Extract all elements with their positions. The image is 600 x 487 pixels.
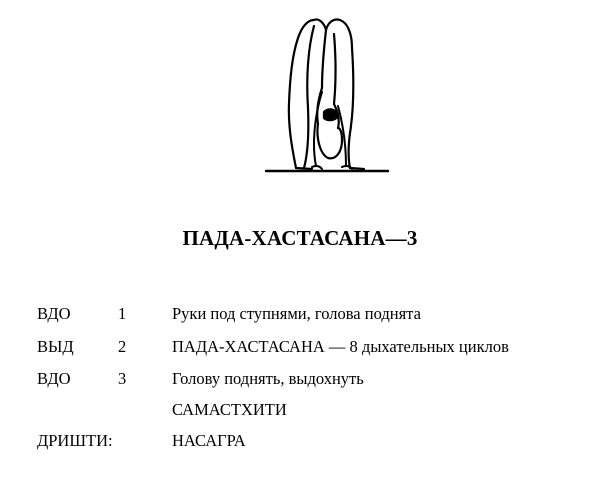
extra-row xyxy=(0,400,600,426)
forward-bend-pose-figure-icon xyxy=(262,8,392,180)
step-number: 2 xyxy=(118,337,127,356)
step-number: 3 xyxy=(118,369,127,388)
step-instruction: Руки под ступнями, голова поднята xyxy=(172,304,421,323)
pose-title: ПАДА-ХАСТАСАНА—3 xyxy=(182,226,418,250)
step-row-2 xyxy=(0,337,600,363)
drishti-label: ДРИШТИ: xyxy=(37,431,113,450)
step-breath-code: ВДО xyxy=(37,369,71,388)
step-instruction: Голову поднять, выдохнуть xyxy=(172,369,364,388)
step-number: 1 xyxy=(118,304,127,323)
step-breath-code: ВЫД xyxy=(37,337,74,356)
step-breath-code: ВДО xyxy=(37,304,71,323)
step-row-3 xyxy=(0,369,600,395)
step-row-1 xyxy=(0,304,600,330)
drishti-value: НАСАГРА xyxy=(172,431,246,450)
drishti-row xyxy=(0,431,600,457)
step-instruction: ПАДА-ХАСТАСАНА — 8 дыхательных циклов xyxy=(172,337,509,356)
final-pose-label: САМАСТХИТИ xyxy=(172,400,287,419)
